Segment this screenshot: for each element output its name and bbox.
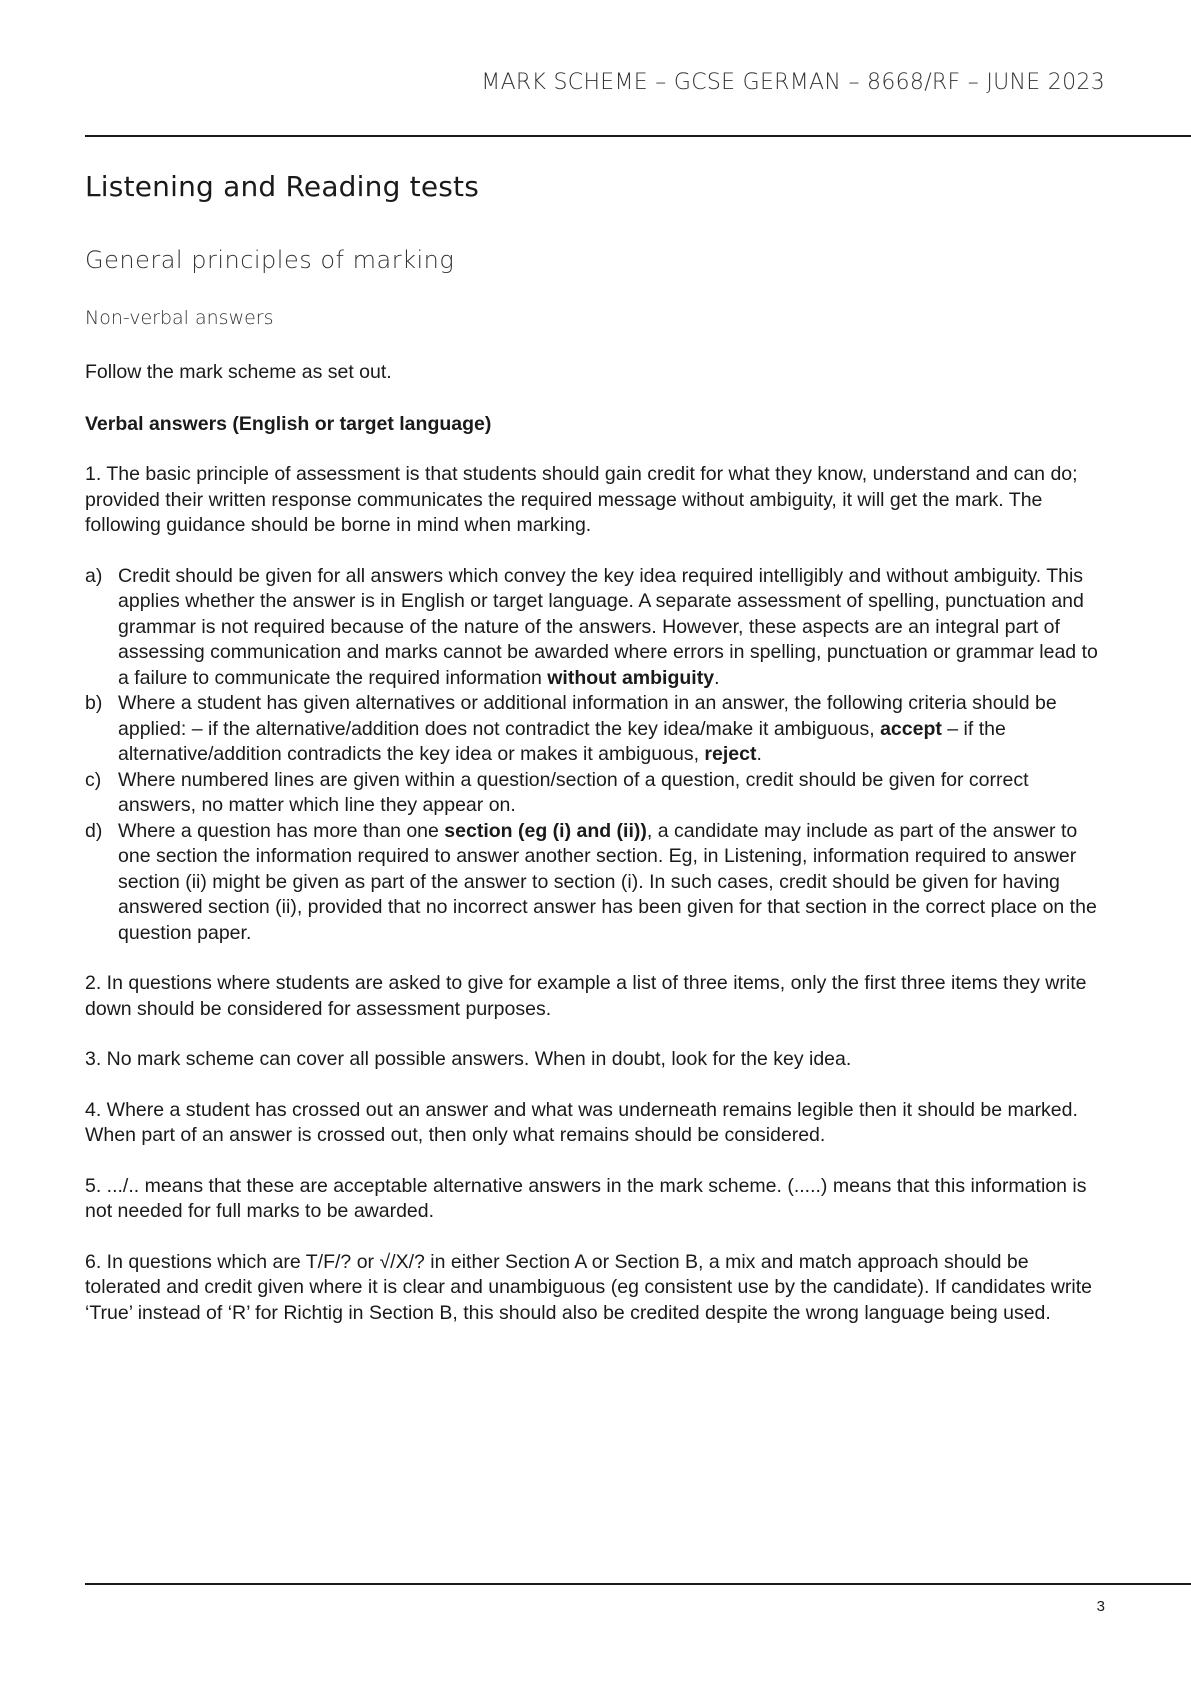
principle-6: 6. In questions which are T/F/? or √/X/? in either Section A or Section B, a mix and match approach should be tolerated and credit given where it is clear and unambiguous (eg consistent use by the candidate). If candidates write ‘True’ instead of ‘R’ for Richtig in Section B, this should also be credited despite the wrong language being used. [85,1250,1093,1324]
list-marker: b) [85,692,103,715]
list-marker: c) [85,768,102,791]
guidance-c-text: Where numbered lines are given within a question/section of a question, credit should be given for correct answers, no matter which line they appear on. [118,768,1029,817]
principle-3: 3. No mark scheme can cover all possible answers. When in doubt, look for the key idea. [85,1048,852,1071]
guidance-item-d [85,819,1107,947]
guidance-d-text-2: , a candidate may include as part of the answer to one section the information required to answer another section. Eg, in Listening, information required to answer section (ii) might be given as part of the answer to section (i). In such cases, credit should be given for having answered section (ii), provided that no incorrect answer has been given for that section in the correct place on the question paper. [118,819,1097,944]
non-verbal-text: Follow the mark scheme as set out. [85,361,392,384]
section-title: Listening and Reading tests [85,170,480,203]
guidance-a-text: Credit should be given for all answers which convey the key idea required intelligibly and without ambiguity. This applies whether the answer is in English or target language. A separate assessment of spelling, punctuation and grammar is not required because of the nature of the answers. However, these aspects are an integral part of assessing communication and marks cannot be awarded where errors in spelling, punctuation or grammar lead to a failure to communicate the required information [118,564,1098,689]
principle-1: 1. The basic principle of assessment is that students should gain credit for what they know, understand and can do; provided their written response communicates the required message without ambiguity, it will get the mark. The following guidance should be borne in mind when marking. [85,463,1078,537]
non-verbal-heading: Non-verbal answers [85,307,274,330]
principle-5: 5. .../.. means that these are acceptable alternative answers in the mark scheme. (.....) means that this information is not needed for full marks to be awarded. [85,1174,1087,1223]
header-divider [85,135,1191,137]
guidance-item-b [85,691,1107,768]
principle-2: 2. In questions where students are asked to give for example a list of three items, only the first three items they write down should be considered for assessment purposes. [85,972,1087,1020]
guidance-a-end: . [714,666,720,689]
guidance-list [85,564,1107,947]
guidance-b-text-2: – if the alternative/addition contradicts the key idea or makes it ambiguous, [118,717,1006,766]
footer-divider [85,1583,1191,1585]
guidance-b-end: . [756,743,762,766]
page-number: 3 [1096,1598,1105,1615]
principle-4: 4. Where a student has crossed out an answer and what was underneath remains legible then it should be marked. When part of an answer is crossed out, then only what remains should be considered. [85,1098,1078,1147]
page-content [85,170,1107,1326]
guidance-a-bold: without ambiguity [547,666,715,689]
guidance-b-accept: accept [880,717,942,740]
guidance-d-bold: section (eg (i) and (ii)) [444,819,647,842]
guidance-item-c [85,768,1107,819]
document-header: MARK SCHEME – GCSE GERMAN – 8668/RF – JUNE 2023 [481,70,1105,95]
list-marker: d) [85,819,103,842]
list-marker: a) [85,564,103,587]
verbal-heading: Verbal answers (English or target language) [85,412,492,435]
guidance-d-text-1: Where a question has more than one [118,819,445,842]
guidance-b-reject: reject [704,743,757,766]
subsection-title: General principles of marking [85,245,455,274]
guidance-b-text-1: Where a student has given alternatives or additional information in an answer, the following criteria should be applied: – if the alternative/addition does not contradict the key idea/make it ambiguous, [118,692,1057,740]
guidance-item-a [85,564,1107,692]
